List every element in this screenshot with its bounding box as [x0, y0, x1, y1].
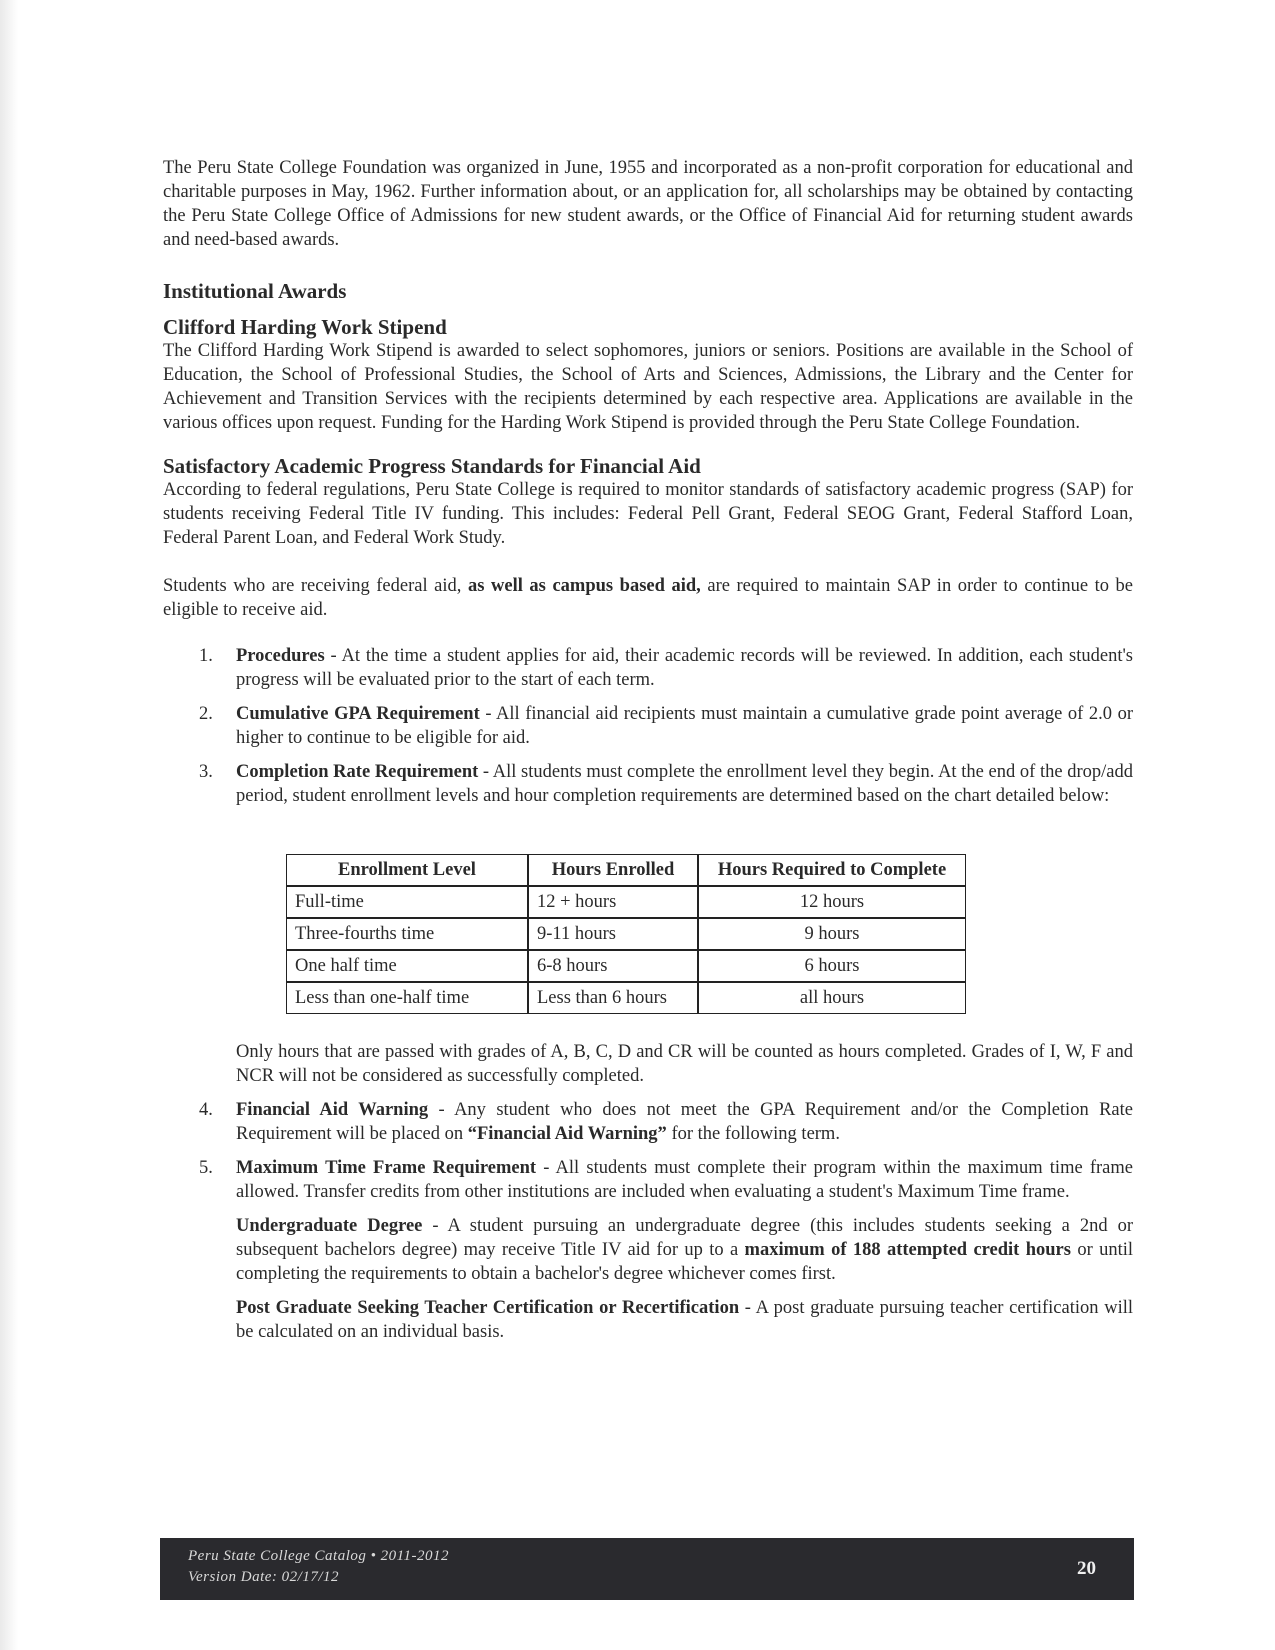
postgraduate-title: Post Graduate Seeking Teacher Certification or Recertification: [236, 1298, 740, 1318]
postgraduate-paragraph: [236, 1296, 1133, 1344]
footer-version-date: Version Date: 02/17/12: [188, 1569, 339, 1585]
table-cell: 6 hours: [698, 950, 966, 982]
table-cell: 9 hours: [698, 918, 966, 950]
list-number: 2.: [199, 704, 213, 724]
table-cell: 6-8 hours: [528, 950, 698, 982]
intro-paragraph: The Peru State College Foundation was organized in June, 1955 and incorporated as a non-profit corporation for educational and charitable purposes in May, 1962. Further information about, or an application for, all scholarships may be obtained by contacting the Peru State College Office of Admissions for new student awards, or the Office of Financial Aid for returning student awards and need-based awards.: [163, 158, 1133, 250]
students-text-bold: as well as campus based aid,: [468, 576, 701, 596]
list-number: 1.: [199, 646, 213, 666]
undergraduate-text: - A student pursuing an undergraduate degree (this includes students seeking a 2nd or subsequent bachelors degree) may receive Title IV aid for up to a: [236, 1216, 1133, 1260]
enrollment-table: [286, 854, 966, 1014]
table-row: [286, 886, 966, 918]
students-text-post: are required to maintain SAP in order to continue to be eligible to receive aid.: [163, 576, 1134, 620]
clifford-paragraph: The Clifford Harding Work Stipend is awarded to select sophomores, juniors or seniors. Positions are available in the School of Education, the School of Professional Studies, the School of Arts and Sciences, Admissions, the Library and the Center for Achievement and Transition Services with the recipients determined by each respective area. Applications are available in the various offices upon request. Funding for the Harding Work Stipend is provided through the Peru State College Foundation.: [163, 341, 1133, 433]
list-item: [163, 760, 1133, 1088]
page-number: 20: [1077, 1558, 1096, 1579]
list-item: [163, 644, 1133, 692]
table-cell: Less than one-half time: [286, 982, 528, 1014]
students-text-pre: Students who are receiving federal aid,: [163, 576, 462, 596]
document-body: [163, 156, 1133, 1354]
list-item-title: Cumulative GPA Requirement: [236, 704, 480, 724]
list-number: 4.: [199, 1100, 213, 1120]
table-header-row: [286, 854, 966, 886]
table-header: Hours Required to Complete: [698, 854, 966, 886]
undergraduate-title: Undergraduate Degree: [236, 1216, 423, 1236]
list-item-text: - At the time a student applies for aid, their academic records will be reviewed. In addition, each student's progress will be evaluated prior to the start of each term.: [236, 646, 1133, 690]
list-item-text: for the following term.: [666, 1124, 840, 1144]
undergraduate-paragraph: [236, 1214, 1133, 1286]
postgraduate-text: - A post graduate pursuing teacher certification will be calculated on an individual basis.: [236, 1298, 1133, 1342]
credit-hours-limit: maximum of 188 attempted credit hours: [744, 1240, 1071, 1260]
institutional-awards-heading: Institutional Awards: [163, 279, 347, 303]
requirements-list: [163, 644, 1133, 1344]
page-footer: [160, 1538, 1134, 1600]
list-number: 5.: [199, 1158, 213, 1178]
list-item-title: Completion Rate Requirement: [236, 762, 479, 782]
list-item-text: - All students must complete their program within the maximum time frame allowed. Transfer credits from other institutions are included when evaluating a student's Maximum Time frame.: [236, 1158, 1133, 1202]
table-cell: 12 + hours: [528, 886, 698, 918]
grades-note: Only hours that are passed with grades of A, B, C, D and CR will be counted as hours completed. Grades of I, W, F and NCR will not be considered as successfully completed.: [236, 1042, 1133, 1086]
list-item-title: Procedures: [236, 646, 325, 666]
clifford-heading: Clifford Harding Work Stipend: [163, 315, 447, 339]
footer-catalog-title: Peru State College Catalog • 2011-2012: [188, 1548, 450, 1564]
table-cell: 9-11 hours: [528, 918, 698, 950]
list-item-text: - All students must complete the enrollment level they begin. At the end of the drop/add period, student enrollment levels and hour completion requirements are determined based on the chart detailed below:: [236, 762, 1133, 806]
students-paragraph: [163, 574, 1133, 622]
table-header: Hours Enrolled: [528, 854, 698, 886]
list-item: [163, 1098, 1133, 1146]
list-item-text: - All financial aid recipients must maintain a cumulative grade point average of 2.0 or higher to continue to be eligible for aid.: [236, 704, 1133, 748]
table-cell: Full-time: [286, 886, 528, 918]
warning-label: “Financial Aid Warning”: [467, 1124, 667, 1144]
table-row: [286, 950, 966, 982]
undergraduate-text: or until completing the requirements to obtain a bachelor's degree whichever comes first.: [236, 1240, 1134, 1284]
table-cell: all hours: [698, 982, 966, 1014]
sap-paragraph: According to federal regulations, Peru State College is required to monitor standards of satisfactory academic progress (SAP) for students receiving Federal Title IV funding. This includes: Federal Pell Grant, Federal SEOG Grant, Federal Stafford Loan, Federal Parent Loan, and Federal Work Study.: [163, 480, 1133, 548]
table-row: [286, 982, 966, 1014]
table-cell: Less than 6 hours: [528, 982, 698, 1014]
table-header: Enrollment Level: [286, 854, 528, 886]
list-item-text: - Any student who does not meet the GPA Requirement and/or the Completion Rate Requirement will be placed on: [236, 1100, 1133, 1144]
list-item: [163, 1156, 1133, 1344]
list-item-title: Maximum Time Frame Requirement: [236, 1158, 537, 1178]
sap-heading: Satisfactory Academic Progress Standards for Financial Aid: [163, 454, 701, 478]
table-cell: One half time: [286, 950, 528, 982]
table-cell: 12 hours: [698, 886, 966, 918]
list-item-title: Financial Aid Warning: [236, 1100, 429, 1120]
page-edge-shadow: [0, 0, 18, 1650]
table-cell: Three-fourths time: [286, 918, 528, 950]
table-row: [286, 918, 966, 950]
list-item: [163, 702, 1133, 750]
list-number: 3.: [199, 762, 213, 782]
